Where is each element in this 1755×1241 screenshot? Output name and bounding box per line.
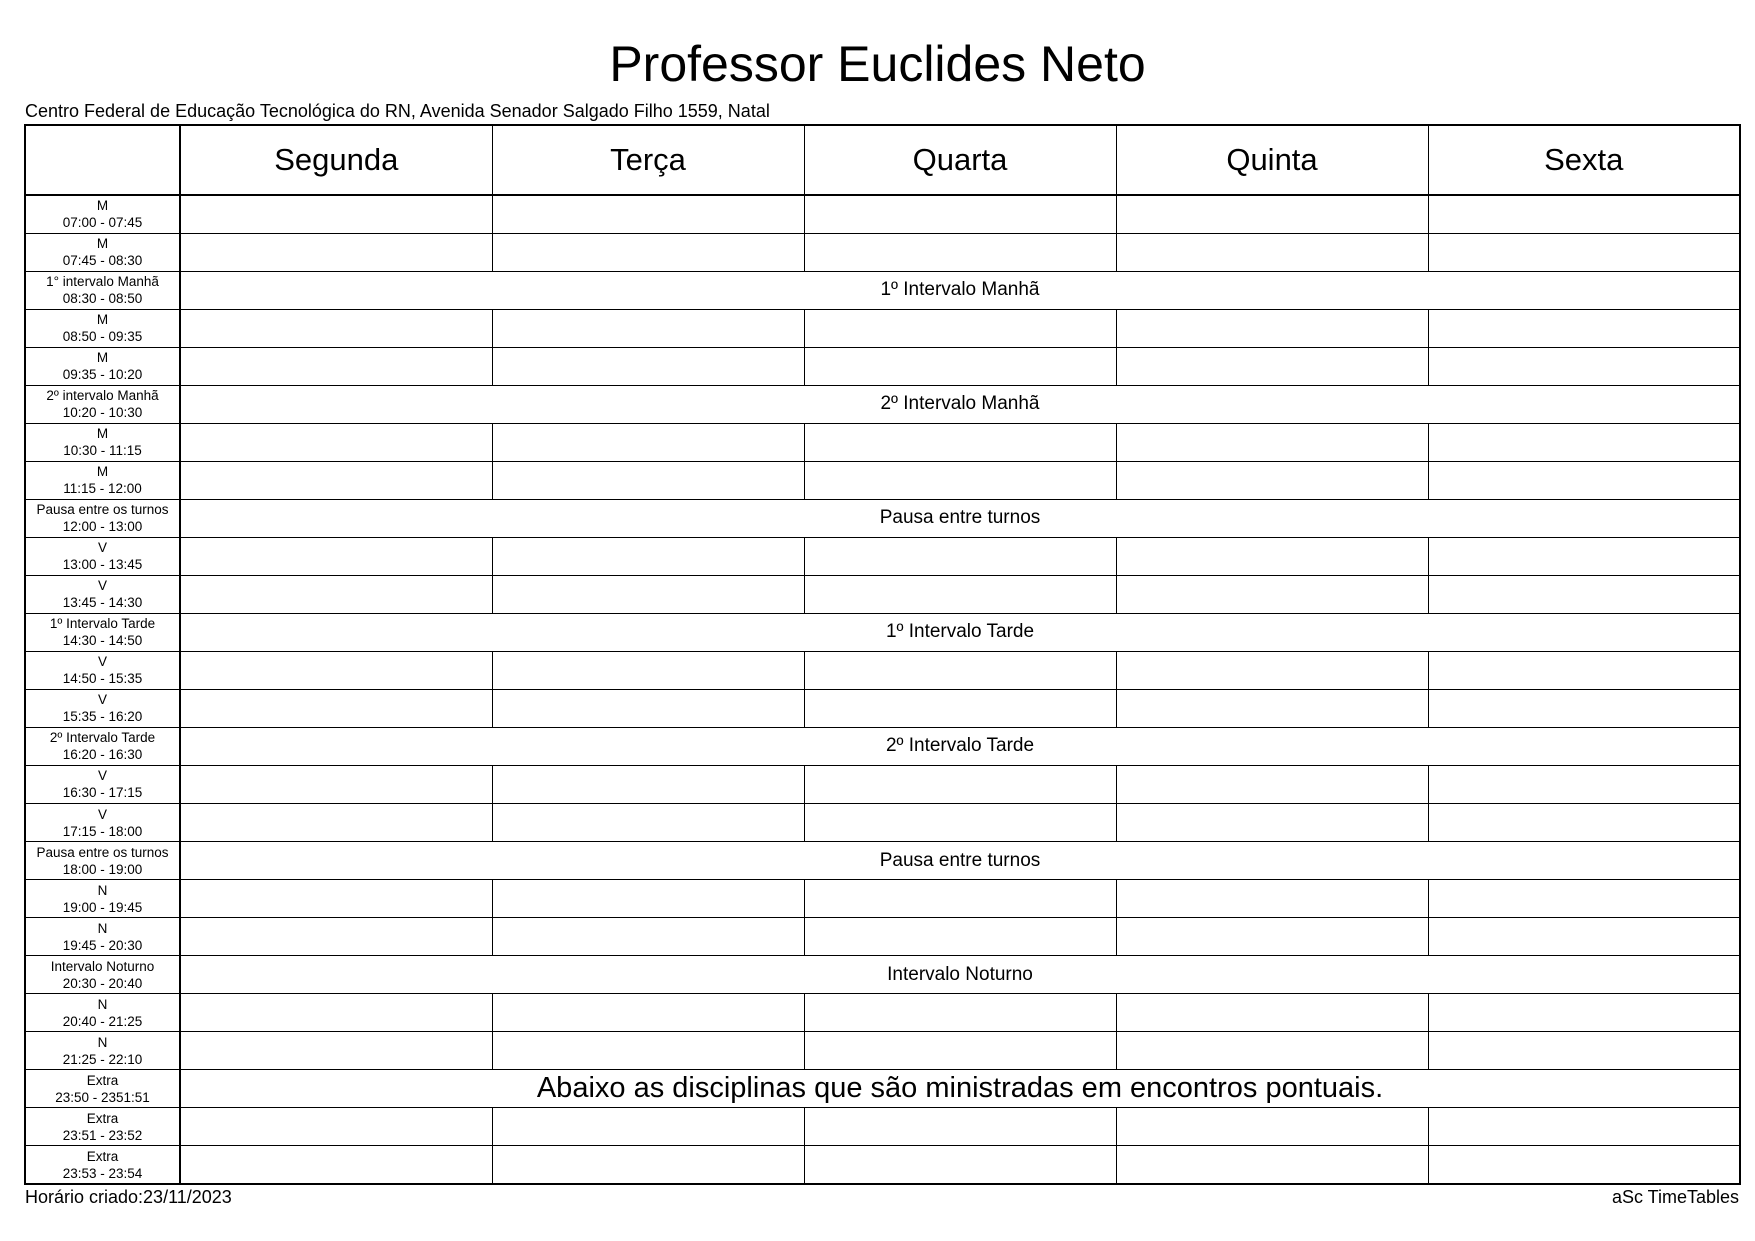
lesson-cell bbox=[804, 461, 1116, 499]
period-time: 08:30 - 08:50 bbox=[62, 291, 143, 307]
period-time: 08:50 - 09:35 bbox=[62, 329, 143, 345]
period-name: N bbox=[97, 996, 108, 1012]
lesson-cell bbox=[1428, 309, 1740, 347]
lesson-cell bbox=[1428, 689, 1740, 727]
lesson-cell bbox=[1428, 1032, 1740, 1070]
break-row bbox=[25, 842, 1740, 880]
table-row bbox=[25, 918, 1740, 956]
period-name: 1º Intervalo Tarde bbox=[49, 616, 156, 632]
break-row bbox=[25, 956, 1740, 994]
lesson-cell bbox=[1428, 918, 1740, 956]
period-time: 18:00 - 19:00 bbox=[62, 861, 143, 877]
break-label: Pausa entre turnos bbox=[879, 849, 1041, 871]
period-label-cell bbox=[25, 689, 180, 727]
table-row bbox=[25, 689, 1740, 727]
break-label: 1º Intervalo Tarde bbox=[885, 621, 1035, 643]
period-name: V bbox=[97, 540, 107, 556]
lesson-cell bbox=[804, 575, 1116, 613]
lesson-cell bbox=[1116, 765, 1428, 803]
period-label-cell bbox=[25, 727, 180, 765]
period-name: Extra bbox=[86, 1072, 119, 1088]
lesson-cell bbox=[804, 804, 1116, 842]
lesson-cell bbox=[492, 423, 804, 461]
table-row bbox=[25, 1108, 1740, 1146]
table-row bbox=[25, 195, 1740, 233]
lesson-cell bbox=[492, 804, 804, 842]
table-row bbox=[25, 461, 1740, 499]
lesson-cell bbox=[1428, 765, 1740, 803]
lesson-cell bbox=[1428, 804, 1740, 842]
period-label-cell bbox=[25, 461, 180, 499]
lesson-cell bbox=[180, 994, 492, 1032]
period-name: V bbox=[97, 578, 107, 594]
day-header-row bbox=[25, 125, 1740, 195]
lesson-cell bbox=[1428, 537, 1740, 575]
lesson-cell bbox=[1116, 537, 1428, 575]
lesson-cell bbox=[1116, 461, 1428, 499]
period-name: M bbox=[96, 312, 109, 328]
table-row bbox=[25, 537, 1740, 575]
period-name: Extra bbox=[86, 1148, 119, 1164]
lesson-cell bbox=[1116, 233, 1428, 271]
lesson-cell bbox=[1428, 423, 1740, 461]
table-row bbox=[25, 575, 1740, 613]
period-time: 12:00 - 13:00 bbox=[62, 519, 143, 535]
period-label-cell bbox=[25, 1070, 180, 1108]
lesson-cell bbox=[804, 765, 1116, 803]
lesson-cell bbox=[1116, 651, 1428, 689]
period-name: M bbox=[96, 198, 109, 214]
break-cell bbox=[180, 499, 1740, 537]
lesson-cell bbox=[1116, 689, 1428, 727]
lesson-cell bbox=[804, 537, 1116, 575]
lesson-cell bbox=[1428, 994, 1740, 1032]
period-name: Pausa entre os turnos bbox=[36, 844, 169, 860]
break-row bbox=[25, 499, 1740, 537]
period-label-cell bbox=[25, 1032, 180, 1070]
period-time: 14:30 - 14:50 bbox=[62, 633, 143, 649]
lesson-cell bbox=[492, 765, 804, 803]
lesson-cell bbox=[804, 309, 1116, 347]
lesson-cell bbox=[492, 994, 804, 1032]
break-row bbox=[25, 727, 1740, 765]
period-name: Intervalo Noturno bbox=[50, 958, 155, 974]
period-name: V bbox=[97, 654, 107, 670]
period-time: 17:15 - 18:00 bbox=[62, 823, 143, 839]
lesson-cell bbox=[180, 461, 492, 499]
lesson-cell bbox=[1428, 1146, 1740, 1184]
period-time: 10:20 - 10:30 bbox=[62, 405, 143, 421]
period-time: 13:45 - 14:30 bbox=[62, 595, 143, 611]
lesson-cell bbox=[180, 880, 492, 918]
lesson-cell bbox=[804, 918, 1116, 956]
lesson-cell bbox=[804, 195, 1116, 233]
lesson-cell bbox=[804, 994, 1116, 1032]
period-time: 07:00 - 07:45 bbox=[62, 215, 143, 231]
lesson-cell bbox=[804, 689, 1116, 727]
period-label-cell bbox=[25, 195, 180, 233]
period-name: 2º intervalo Manhã bbox=[46, 388, 159, 404]
period-label-cell bbox=[25, 880, 180, 918]
lesson-cell bbox=[1116, 575, 1428, 613]
period-time: 13:00 - 13:45 bbox=[62, 557, 143, 573]
lesson-cell bbox=[1428, 575, 1740, 613]
period-name: M bbox=[96, 426, 109, 442]
school-address: Centro Federal de Educação Tecnológica do RN, Avenida Senador Salgado Filho 1559, Natal bbox=[25, 101, 770, 121]
timetable-body bbox=[25, 195, 1740, 1184]
lesson-cell bbox=[492, 1146, 804, 1184]
period-name: 2º Intervalo Tarde bbox=[49, 730, 156, 746]
created-date: Horário criado:23/11/2023 bbox=[25, 1187, 232, 1207]
period-label-cell bbox=[25, 804, 180, 842]
period-label-cell bbox=[25, 918, 180, 956]
period-time: 20:30 - 20:40 bbox=[62, 975, 143, 991]
message-row bbox=[25, 1070, 1740, 1108]
table-row bbox=[25, 347, 1740, 385]
lesson-cell bbox=[180, 537, 492, 575]
lesson-cell bbox=[1116, 918, 1428, 956]
day-header-quinta: Quinta bbox=[1116, 125, 1428, 195]
lesson-cell bbox=[180, 1032, 492, 1070]
period-label-cell bbox=[25, 385, 180, 423]
period-label-cell bbox=[25, 613, 180, 651]
break-label: 2º Intervalo Tarde bbox=[885, 735, 1035, 757]
period-time: 23:53 - 23:54 bbox=[62, 1165, 143, 1181]
break-label: 1º Intervalo Manhã bbox=[880, 279, 1040, 301]
lesson-cell bbox=[492, 575, 804, 613]
table-row bbox=[25, 309, 1740, 347]
period-name: M bbox=[96, 236, 109, 252]
lesson-cell bbox=[492, 689, 804, 727]
period-label-cell bbox=[25, 423, 180, 461]
period-time: 16:30 - 17:15 bbox=[62, 785, 143, 801]
break-row bbox=[25, 385, 1740, 423]
break-cell bbox=[180, 842, 1740, 880]
break-cell bbox=[180, 385, 1740, 423]
corner-cell bbox=[25, 125, 180, 195]
period-label-cell bbox=[25, 1108, 180, 1146]
day-header-segunda: Segunda bbox=[180, 125, 492, 195]
lesson-cell bbox=[492, 537, 804, 575]
table-row bbox=[25, 651, 1740, 689]
lesson-cell bbox=[492, 233, 804, 271]
period-name: Pausa entre os turnos bbox=[36, 502, 169, 518]
day-header-terca: Terça bbox=[492, 125, 804, 195]
lesson-cell bbox=[1428, 195, 1740, 233]
lesson-cell bbox=[804, 1146, 1116, 1184]
break-cell bbox=[180, 271, 1740, 309]
page-title: Professor Euclides Neto bbox=[609, 36, 1146, 92]
period-label-cell bbox=[25, 537, 180, 575]
lesson-cell bbox=[1116, 1108, 1428, 1146]
period-time: 23:51 - 23:52 bbox=[62, 1127, 143, 1143]
table-row bbox=[25, 994, 1740, 1032]
period-name: M bbox=[96, 464, 109, 480]
lesson-cell bbox=[180, 575, 492, 613]
period-name: N bbox=[97, 920, 108, 936]
lesson-cell bbox=[804, 651, 1116, 689]
break-label: 2º Intervalo Manhã bbox=[880, 393, 1040, 415]
table-row bbox=[25, 804, 1740, 842]
period-time: 11:15 - 12:00 bbox=[63, 481, 142, 497]
period-name: 1° intervalo Manhã bbox=[46, 274, 159, 290]
lesson-cell bbox=[180, 689, 492, 727]
lesson-cell bbox=[492, 1032, 804, 1070]
period-name: V bbox=[97, 768, 107, 784]
period-time: 19:45 - 20:30 bbox=[62, 937, 143, 953]
lesson-cell bbox=[1428, 347, 1740, 385]
period-label-cell bbox=[25, 347, 180, 385]
lesson-cell bbox=[492, 1108, 804, 1146]
lesson-cell bbox=[1428, 233, 1740, 271]
table-row bbox=[25, 1146, 1740, 1184]
break-cell bbox=[180, 727, 1740, 765]
lesson-cell bbox=[1116, 309, 1428, 347]
period-name: V bbox=[97, 806, 107, 822]
period-label-cell bbox=[25, 309, 180, 347]
period-name: M bbox=[96, 350, 109, 366]
period-label-cell bbox=[25, 956, 180, 994]
break-label: Intervalo Noturno bbox=[887, 963, 1033, 985]
break-label: Pausa entre turnos bbox=[879, 507, 1041, 529]
lesson-cell bbox=[180, 309, 492, 347]
period-label-cell bbox=[25, 499, 180, 537]
lesson-cell bbox=[180, 423, 492, 461]
period-label-cell bbox=[25, 1146, 180, 1184]
period-time: 07:45 - 08:30 bbox=[62, 253, 143, 269]
lesson-cell bbox=[180, 1146, 492, 1184]
lesson-cell bbox=[1116, 347, 1428, 385]
period-name: Extra bbox=[86, 1110, 119, 1126]
table-row bbox=[25, 1032, 1740, 1070]
period-time: 10:30 - 11:15 bbox=[63, 443, 142, 459]
lesson-cell bbox=[180, 651, 492, 689]
lesson-cell bbox=[804, 423, 1116, 461]
period-label-cell bbox=[25, 842, 180, 880]
extra-message: Abaixo as disciplinas que são ministradas em encontros pontuais. bbox=[180, 1070, 1740, 1108]
table-row bbox=[25, 233, 1740, 271]
period-time: 14:50 - 15:35 bbox=[62, 671, 143, 687]
period-label-cell bbox=[25, 651, 180, 689]
period-time: 19:00 - 19:45 bbox=[62, 899, 143, 915]
lesson-cell bbox=[804, 1032, 1116, 1070]
lesson-cell bbox=[492, 918, 804, 956]
day-header-quarta: Quarta bbox=[804, 125, 1116, 195]
lesson-cell bbox=[1116, 1032, 1428, 1070]
lesson-cell bbox=[804, 233, 1116, 271]
lesson-cell bbox=[180, 804, 492, 842]
lesson-cell bbox=[492, 461, 804, 499]
table-row bbox=[25, 423, 1740, 461]
period-time: 09:35 - 10:20 bbox=[62, 367, 143, 383]
lesson-cell bbox=[1116, 880, 1428, 918]
lesson-cell bbox=[180, 1108, 492, 1146]
timetable bbox=[24, 124, 1741, 1185]
lesson-cell bbox=[1428, 651, 1740, 689]
table-row bbox=[25, 765, 1740, 803]
break-row bbox=[25, 271, 1740, 309]
lesson-cell bbox=[492, 347, 804, 385]
lesson-cell bbox=[1116, 994, 1428, 1032]
period-label-cell bbox=[25, 575, 180, 613]
period-time: 20:40 - 21:25 bbox=[62, 1013, 143, 1029]
period-label-cell bbox=[25, 765, 180, 803]
lesson-cell bbox=[1428, 880, 1740, 918]
period-name: V bbox=[97, 692, 107, 708]
period-label-cell bbox=[25, 233, 180, 271]
lesson-cell bbox=[180, 347, 492, 385]
lesson-cell bbox=[804, 347, 1116, 385]
break-row bbox=[25, 613, 1740, 651]
table-row bbox=[25, 880, 1740, 918]
period-time: 23:50 - 2351:51 bbox=[55, 1089, 150, 1105]
lesson-cell bbox=[1116, 1146, 1428, 1184]
break-cell bbox=[180, 956, 1740, 994]
period-time: 21:25 - 22:10 bbox=[62, 1051, 143, 1067]
lesson-cell bbox=[1428, 1108, 1740, 1146]
lesson-cell bbox=[1116, 804, 1428, 842]
lesson-cell bbox=[492, 651, 804, 689]
brand-label: aSc TimeTables bbox=[1611, 1187, 1739, 1207]
period-name: N bbox=[97, 1034, 108, 1050]
lesson-cell bbox=[804, 880, 1116, 918]
lesson-cell bbox=[1116, 195, 1428, 233]
period-label-cell bbox=[25, 994, 180, 1032]
lesson-cell bbox=[180, 918, 492, 956]
period-time: 15:35 - 16:20 bbox=[62, 709, 143, 725]
lesson-cell bbox=[180, 195, 492, 233]
lesson-cell bbox=[1428, 461, 1740, 499]
period-time: 16:20 - 16:30 bbox=[62, 747, 143, 763]
period-name: N bbox=[97, 882, 108, 898]
lesson-cell bbox=[492, 880, 804, 918]
lesson-cell bbox=[804, 1108, 1116, 1146]
lesson-cell bbox=[492, 195, 804, 233]
break-cell bbox=[180, 613, 1740, 651]
lesson-cell bbox=[180, 765, 492, 803]
lesson-cell bbox=[1116, 423, 1428, 461]
period-label-cell bbox=[25, 271, 180, 309]
lesson-cell bbox=[180, 233, 492, 271]
day-header-sexta: Sexta bbox=[1428, 125, 1740, 195]
lesson-cell bbox=[492, 309, 804, 347]
